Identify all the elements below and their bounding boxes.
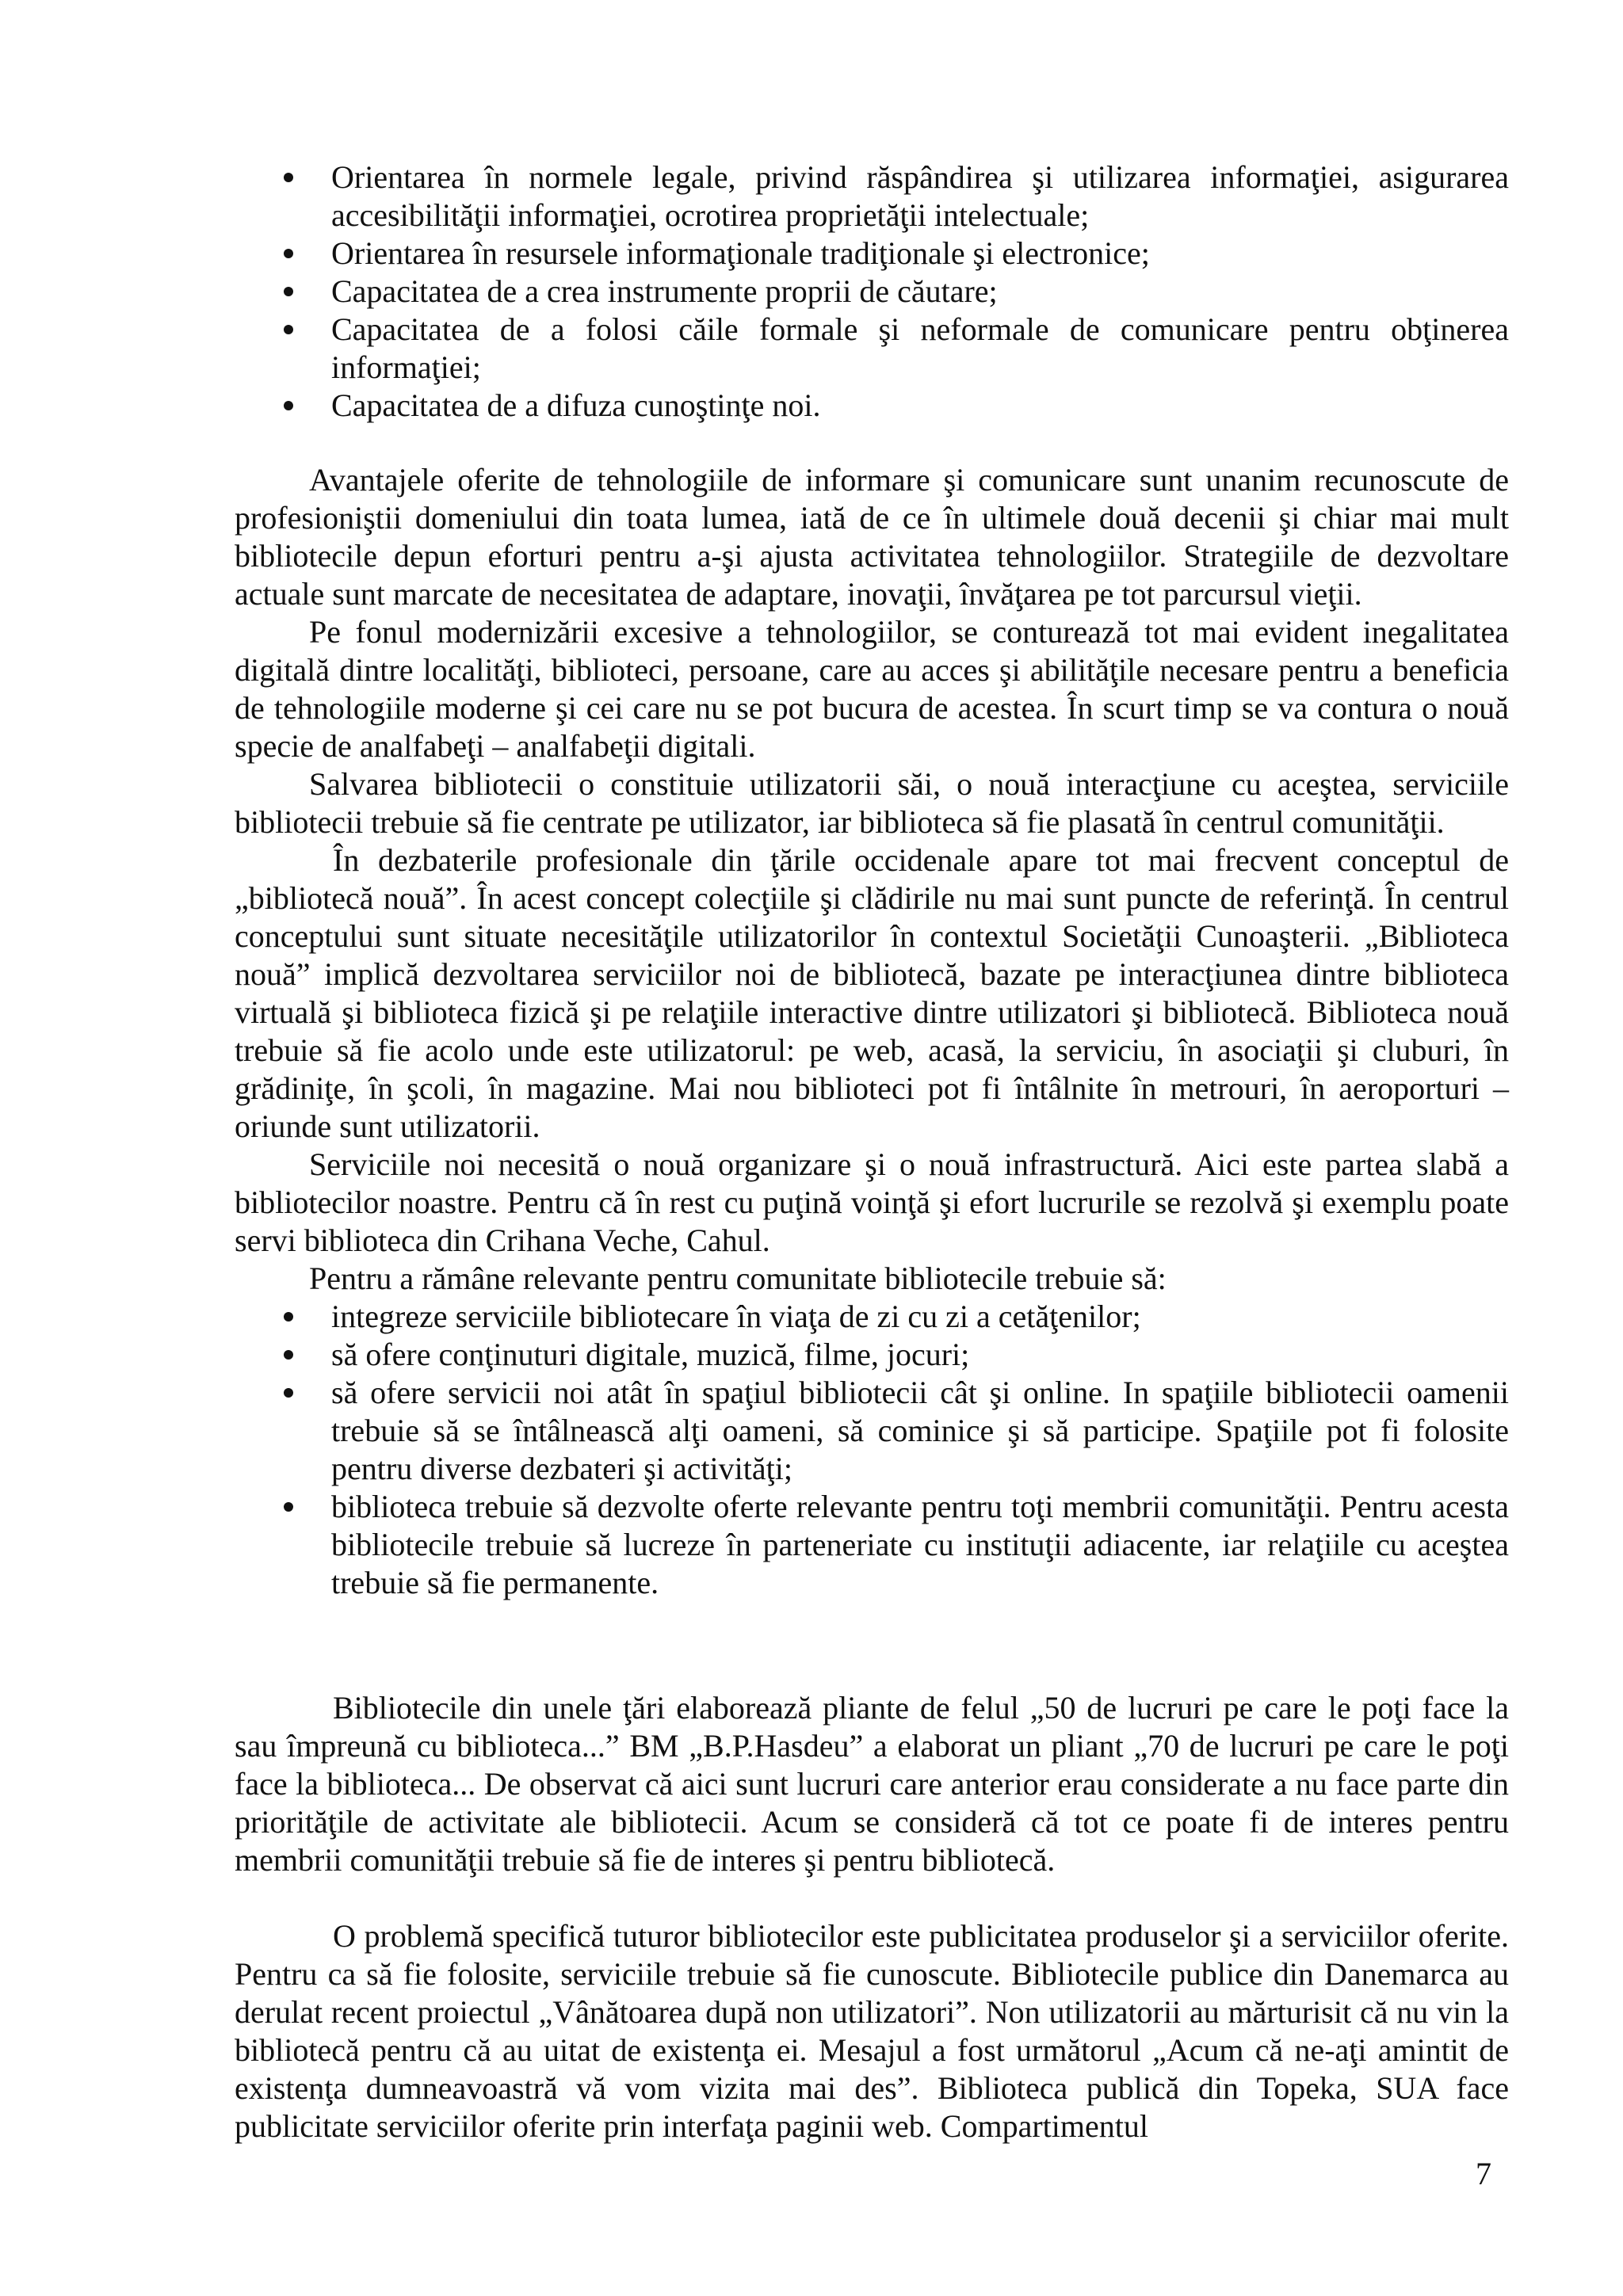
- bullet-icon: [284, 1502, 293, 1512]
- list-item: Capacitatea de a crea instrumente proprii de căutare;: [235, 273, 1509, 311]
- bullet-list-top: [235, 158, 1509, 425]
- bullet-icon: [284, 173, 293, 182]
- paragraph: În dezbaterile profesionale din ţările occidenale apare tot mai frecvent conceptul de „bibliotecă nouă”. În acest concept colecţiile şi clădirile nu mai sunt puncte de referinţă. În centrul conceptului sunt situate necesităţile utilizatorilor în contextul Societăţii Cunoaşterii. „Biblioteca nouă” implică dezvoltarea serviciilor noi de bibliotecă, bazate pe interacţiunea dintre biblioteca virtuală şi biblioteca fizică şi pe relaţiile interactive dintre utilizatori şi bibliotecă. Biblioteca nouă trebuie să fie acolo unde este utilizatorul: pe web, acasă, la serviciu, în asociaţii şi cluburi, în grădiniţe, în şcoli, în magazine. Mai nou biblioteci pot fi întâlnite în metrouri, în aeroporturi – oriunde sunt utilizatorii.: [235, 842, 1509, 1144]
- list-item: Capacitatea de a folosi căile formale şi neformale de comunicare pentru obţinerea informaţiei;: [235, 311, 1509, 387]
- bullet-icon: [284, 287, 293, 296]
- bullet-icon: [284, 1312, 293, 1322]
- bullet-icon: [284, 1350, 293, 1360]
- paragraph: Avantajele oferite de tehnologiile de informare şi comunicare sunt unanim recunoscute de profesioniştii domeniului din toata lumea, iată de ce în ultimele două decenii şi chiar mai mult bibliotecile depun eforturi pentru a-şi ajusta activitatea tehnologiilor. Strategiile de dezvoltare actuale sunt marcate de necesitatea de adaptare, inovaţii, învăţarea pe tot parcursul vieţii.: [235, 462, 1509, 612]
- bullet-list-bottom: [235, 1298, 1509, 1602]
- paragraph: Bibliotecile din unele ţări elaborează pliante de felul „50 de lucruri pe care le poţi face la sau împreună cu biblioteca...” BM „B.P.Hasdeu” a elaborat un pliant „70 de lucruri pe care le poţi face la biblioteca... De observat că aici sunt lucruri care anterior erau considerate a nu face parte din priorităţile de activitate ale bibliotecii. Acum se consideră că tot ce poate fi de interes pentru membrii comunităţii trebuie să fie de interes şi pentru bibliotecă.: [235, 1690, 1509, 1878]
- list-item: integreze serviciile bibliotecare în viaţa de zi cu zi a cetăţenilor;: [235, 1298, 1509, 1336]
- paragraph: Salvarea bibliotecii o constituie utilizatorii săi, o nouă interacţiune cu aceştea, serviciile bibliotecii trebuie să fie centrate pe utilizator, iar biblioteca să fie plasată în centrul comunităţii.: [235, 766, 1509, 840]
- paragraph: Pe fonul modernizării excesive a tehnologiilor, se conturează tot mai evident inegalitatea digitală dintre localităţi, biblioteci, persoane, care au acces şi abilităţile necesare pentru a beneficia de tehnologiile moderne şi cei care nu se pot bucura de acestea. În scurt timp se va contura o nouă specie de analfabeţi – analfabeţii digitali.: [235, 614, 1509, 764]
- paragraph: O problemă specifică tuturor bibliotecilor este publicitatea produselor şi a serviciilor oferite. Pentru ca să fie folosite, serviciile trebuie să fie cunoscute. Bibliotecile publice din Danemarca au derulat recent proiectul „Vânătoarea după non utilizatori”. Non utilizatorii au mărturisit că nu vin la bibliotecă pentru că au uitat de existenţa ei. Mesajul a fost următorul „Acum că ne-aţi amintit de existenţa dumneavoastră vă vom vizita mai des”. Biblioteca publică din Topeka, SUA face publicitate serviciilor oferite prin interfaţa paginii web. Compartimentul: [235, 1918, 1509, 2144]
- paragraph: Serviciile noi necesită o nouă organizare şi o nouă infrastructură. Aici este partea slabă a bibliotecilor noastre. Pentru că în rest cu puţină voinţă şi efort lucrurile se rezolvă şi exemplu poate servi biblioteca din Crihana Veche, Cahul.: [235, 1146, 1509, 1258]
- bullet-icon: [284, 325, 293, 334]
- list-item: Capacitatea de a difuza cunoştinţe noi.: [235, 387, 1509, 425]
- page-content: [235, 158, 1509, 2145]
- bullet-icon: [284, 401, 293, 410]
- list-item: să ofere conţinuturi digitale, muzică, filme, jocuri;: [235, 1336, 1509, 1374]
- list-item: Orientarea în normele legale, privind răspândirea şi utilizarea informaţiei, asigurarea accesibilităţii informaţiei, ocrotirea proprietăţii intelectuale;: [235, 158, 1509, 235]
- list-item: Orientarea în resursele informaţionale tradiţionale şi electronice;: [235, 235, 1509, 273]
- paragraph: Pentru a rămâne relevante pentru comunitate bibliotecile trebuie să:: [309, 1261, 1167, 1296]
- list-item: biblioteca trebuie să dezvolte oferte relevante pentru toţi membrii comunităţii. Pentru acesta bibliotecile trebuie să lucreze în parteneriate cu instituţii adiacente, iar relaţiile cu aceştea trebuie să fie permanente.: [235, 1488, 1509, 1602]
- page-number: 7: [1476, 2156, 1491, 2191]
- list-item: să ofere servicii noi atât în spaţiul bibliotecii cât şi online. In spaţiile bibliotecii oamenii trebuie să se întâlnească alţi oameni, să cominice şi să participe. Spaţiile pot fi folosite pentru diverse dezbateri şi activităţi;: [235, 1374, 1509, 1488]
- bullet-icon: [284, 249, 293, 258]
- bullet-icon: [284, 1388, 293, 1398]
